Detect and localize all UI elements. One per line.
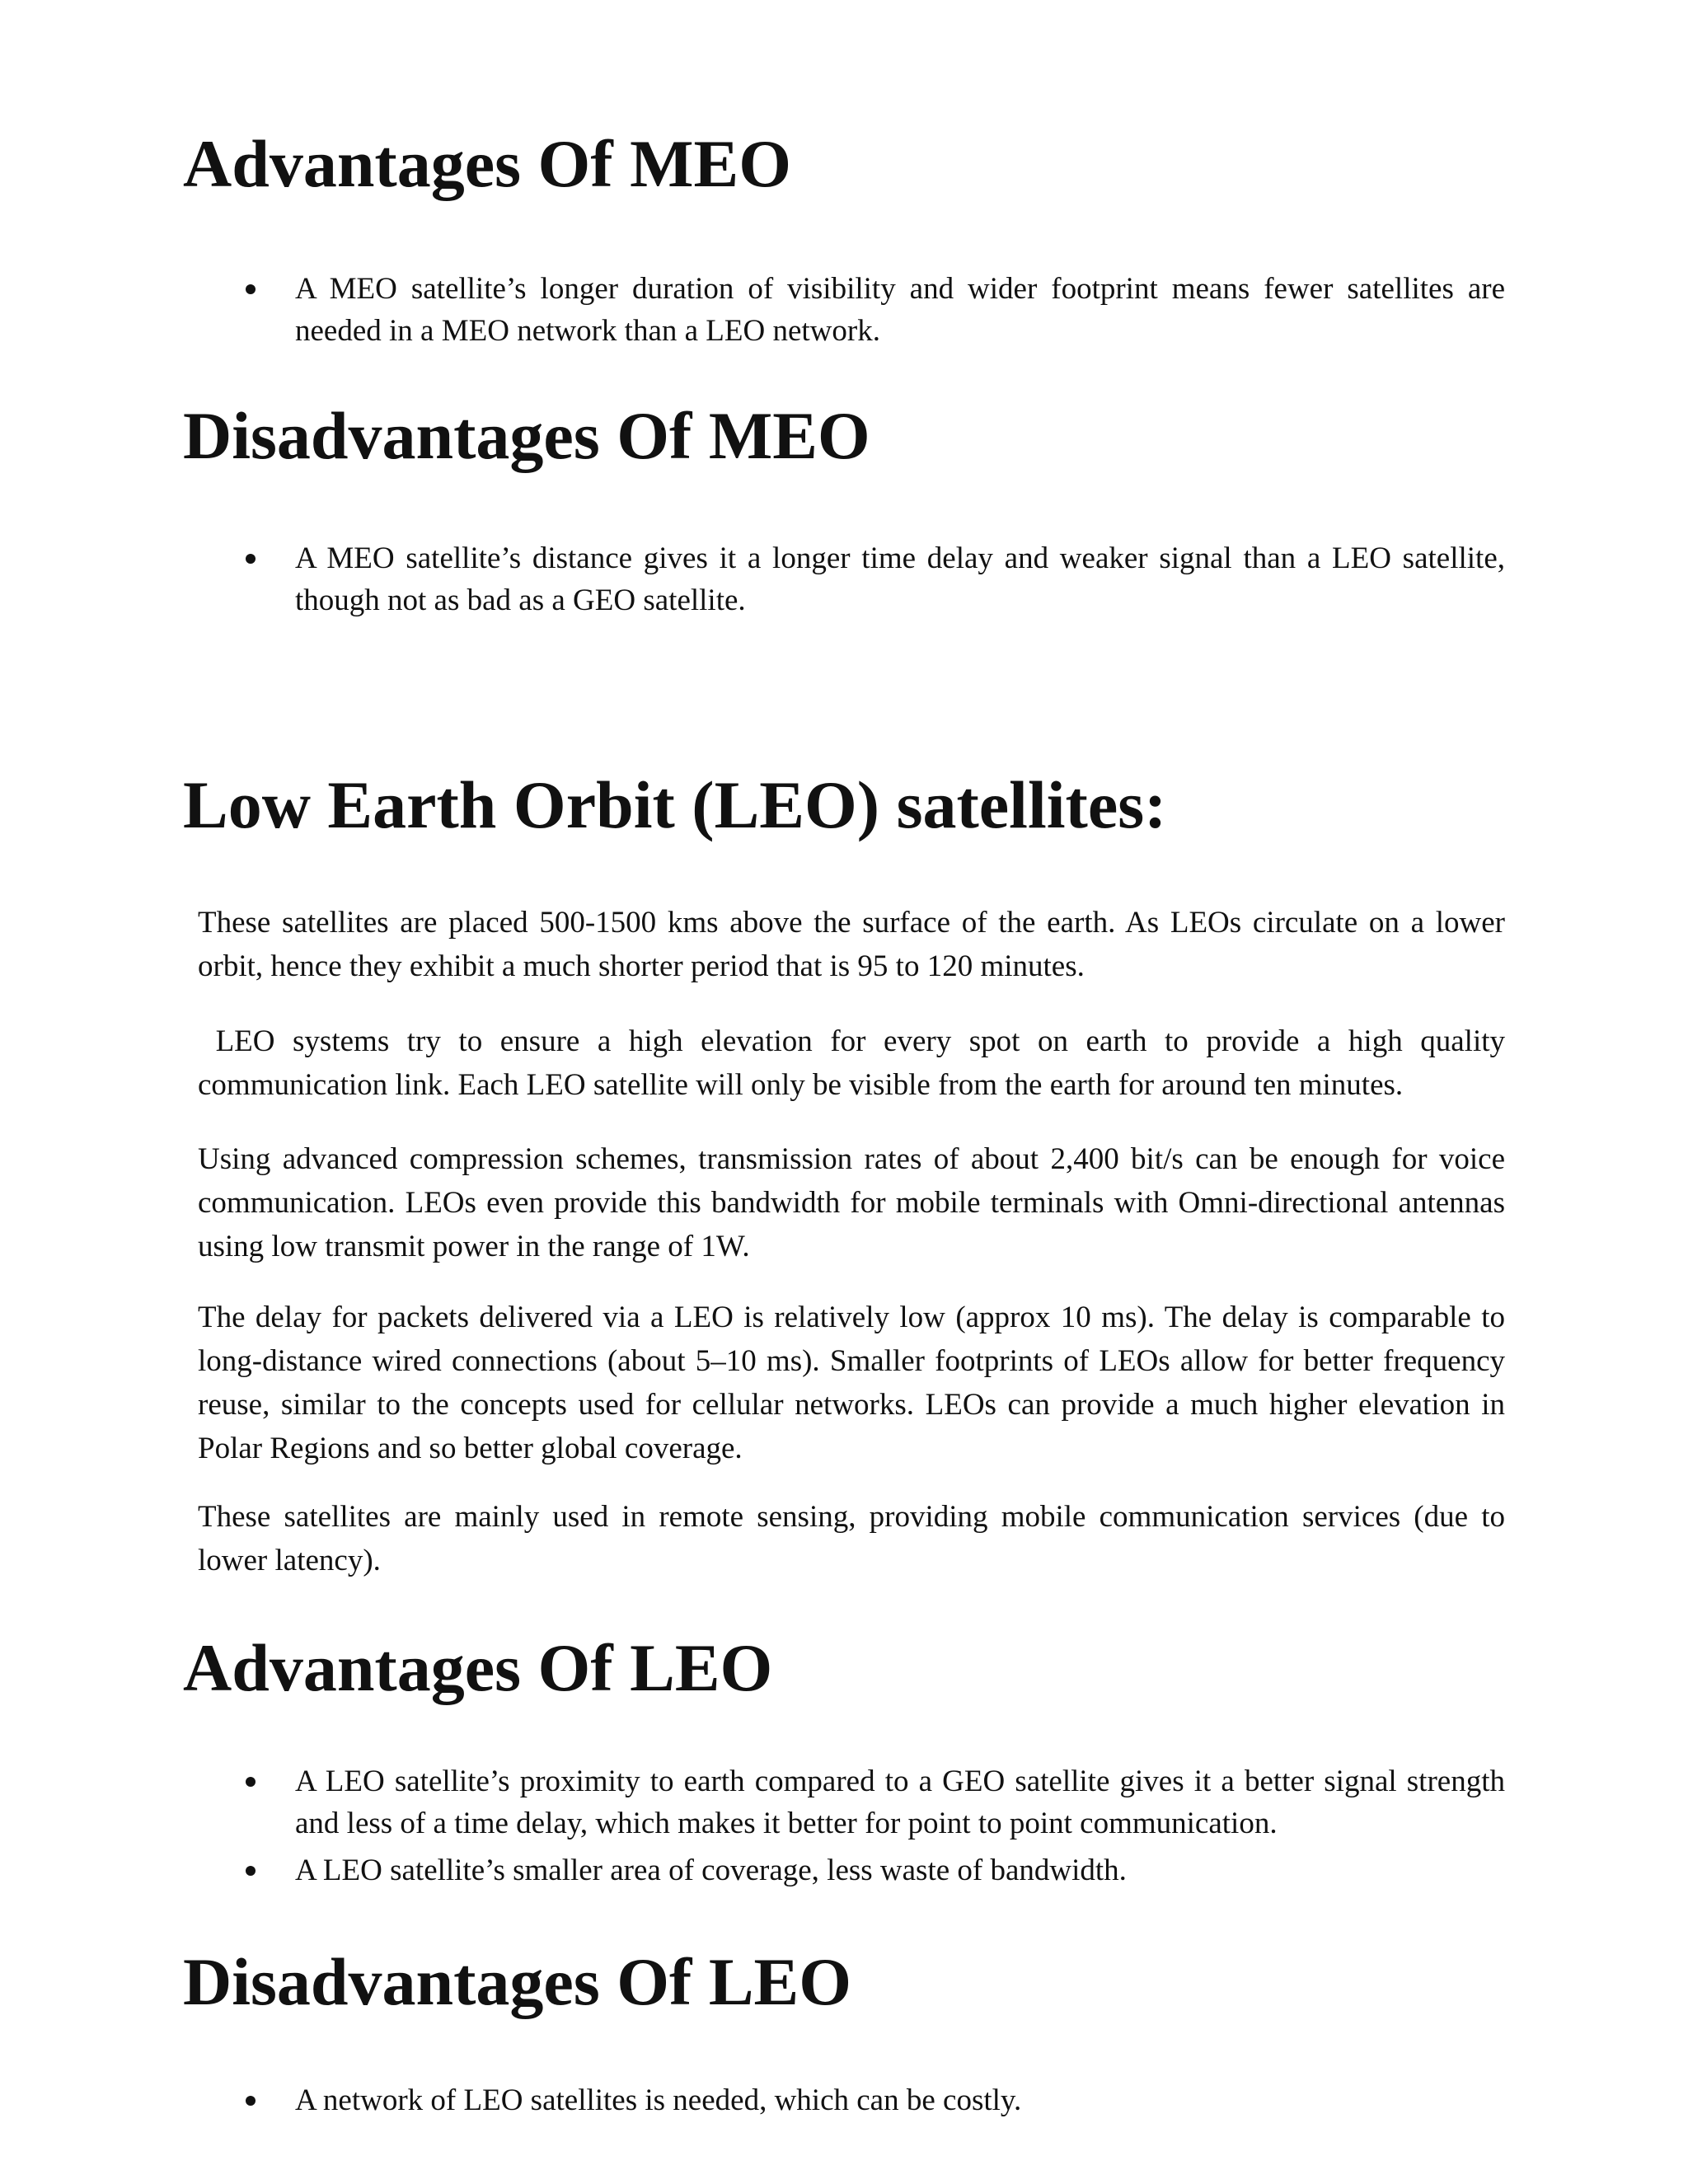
list-item — [246, 1760, 1505, 1844]
list-item — [246, 1849, 1505, 1891]
heading-disadvantages-leo: Disadvantages Of LEO — [183, 1944, 851, 2019]
heading-advantages-leo: Advantages Of LEO — [183, 1630, 773, 1705]
list-advantages-meo — [246, 268, 1505, 352]
paragraph-leo-elevation: LEO systems try to ensure a high elevation for every spot on earth to provide a high quality communication link. Each LEO satellite will only be visible from the earth for around ten minutes. — [198, 1024, 1513, 1102]
list-item-text: A MEO satellite’s distance gives it a longer time delay and weaker signal than a LEO satellite, though not as bad as a GEO satellite. — [295, 541, 1505, 617]
list-item — [246, 2079, 1505, 2121]
list-item-text: A LEO satellite’s proximity to earth compared to a GEO satellite gives it a better signal strength and less of a time delay, which makes it better for point to point communication. — [295, 1765, 1505, 1840]
heading-disadvantages-meo: Disadvantages Of MEO — [183, 398, 870, 473]
paragraph-leo-uses: These satellites are mainly used in remote sensing, providing mobile communication services (due to lower latency). — [198, 1500, 1505, 1577]
bullet-icon — [246, 554, 256, 564]
list-item-text: A network of LEO satellites is needed, which can be costly. — [295, 2083, 1022, 2117]
list-item-text: A LEO satellite’s smaller area of coverage, less waste of bandwidth. — [295, 1854, 1127, 1887]
list-item-text: A MEO satellite’s longer duration of visibility and wider footprint means fewer satellites are needed in a MEO network than a LEO network. — [295, 272, 1505, 348]
bullet-icon — [246, 284, 256, 294]
bullet-icon — [246, 1866, 256, 1876]
paragraph-leo-compression: Using advanced compression schemes, transmission rates of about 2,400 bit/s can be enough for voice communication. LEOs even provide this bandwidth for mobile terminals with Omni-directional antennas using low transmit power in the range of 1W. — [198, 1142, 1505, 1263]
list-item — [246, 537, 1505, 621]
list-advantages-leo — [246, 1760, 1505, 1891]
list-disadvantages-leo — [246, 2079, 1505, 2121]
list-disadvantages-meo — [246, 537, 1505, 621]
bullet-icon — [246, 1777, 256, 1787]
heading-leo-satellites: Low Earth Orbit (LEO) satellites: — [183, 767, 1167, 842]
bullet-icon — [246, 2096, 256, 2106]
list-item — [246, 268, 1505, 352]
paragraph-leo-intro: These satellites are placed 500-1500 kms above the surface of the earth. As LEOs circulate on a lower orbit, hence they exhibit a much shorter period that is 95 to 120 minutes. — [198, 906, 1505, 983]
heading-advantages-meo: Advantages Of MEO — [183, 126, 791, 201]
paragraph-leo-delay: The delay for packets delivered via a LEO is relatively low (approx 10 ms). The delay is comparable to long-distance wired connections (about 5–10 ms). Smaller footprints of LEOs allow for better frequency reuse, similar to the concepts used for cellular networks. LEOs can provide a much higher elevation in Polar Regions and so better global coverage. — [198, 1301, 1505, 1465]
